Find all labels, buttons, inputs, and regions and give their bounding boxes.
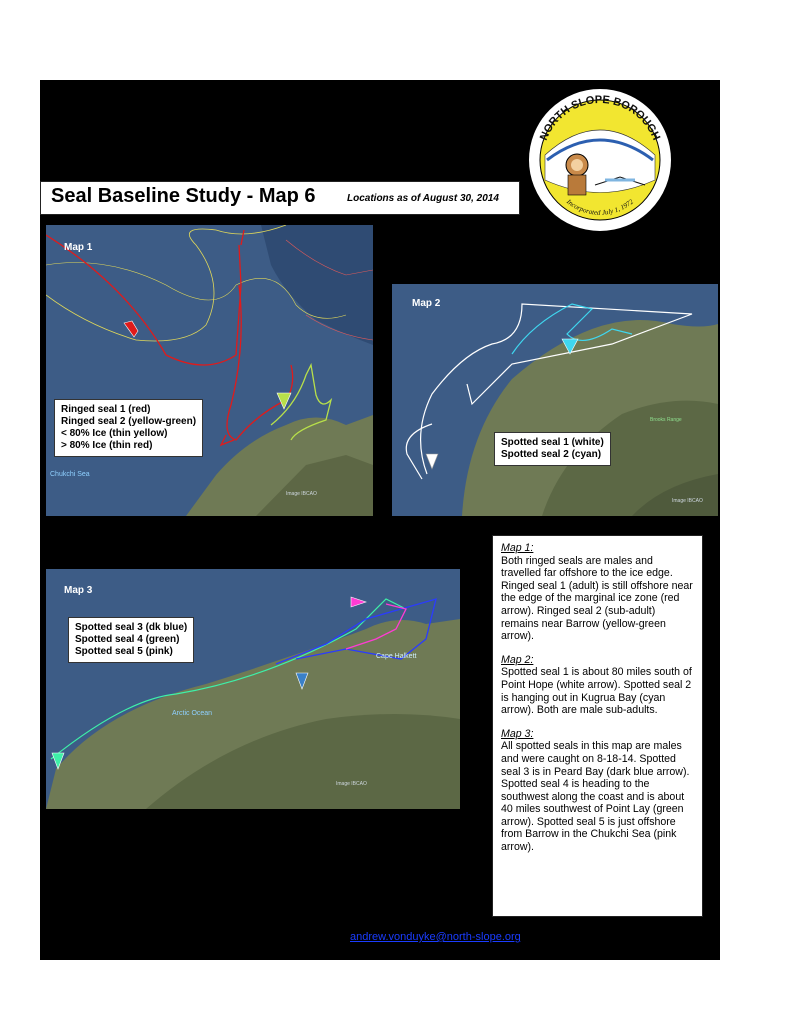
- map-3-credit: Image IBCAO: [336, 781, 367, 787]
- map-2: [392, 284, 718, 516]
- date-subtitle: Locations as of August 30, 2014: [347, 193, 499, 204]
- page-title: Seal Baseline Study - Map 6: [51, 185, 316, 207]
- legend-item: Spotted seal 2 (cyan): [501, 449, 602, 460]
- map-2-notes-heading: Map 2:: [501, 653, 534, 666]
- logo-motto: Incorporated July 1, 1972: [565, 197, 635, 217]
- map-2-legend: [494, 432, 611, 466]
- map-1-place-label: Chukchi Sea: [50, 471, 90, 478]
- contact-email-link[interactable]: andrew.vonduyke@north-slope.org: [350, 931, 521, 943]
- map-3-notes-heading: Map 3:: [501, 727, 534, 740]
- map-3-label: Map 3: [64, 585, 93, 596]
- legend-item: Spotted seal 5 (pink): [75, 646, 173, 657]
- map-2-image: [392, 284, 718, 516]
- logo-name: NORTH SLOPE BOROUGH: [537, 93, 663, 143]
- map-1-image: [46, 225, 373, 516]
- legend-item: > 80% Ice (thin red): [61, 440, 153, 451]
- legend-item: < 80% Ice (thin yellow): [61, 428, 168, 439]
- map-1-notes-heading: Map 1:: [501, 542, 534, 554]
- map-1-notes-text: Both ringed seals are males and travelled far offshore to the ice edge. Ringed seal 1 (adult) is still offshore near the edge of the marginal ice zone (red arrow). Ringed seal 2 (sub-adult) remains near Barrow (yellow-green arrow).: [501, 554, 693, 643]
- map-3-place-label-2: Cape Halkett: [376, 653, 417, 660]
- legend-item: Ringed seal 1 (red): [61, 404, 151, 415]
- svg-text:Incorporated July 1, 1972: [564, 197, 635, 217]
- legend-item: Spotted seal 3 (dk blue): [75, 622, 188, 633]
- title-banner: [40, 181, 520, 215]
- map-2-label: Map 2: [412, 298, 441, 309]
- map-1-credit: Image IBCAO: [286, 491, 317, 497]
- svg-text:NORTH SLOPE BOROUGH: [538, 94, 662, 142]
- map-2-credit: Image IBCAO: [672, 498, 703, 504]
- notes-panel: [492, 535, 703, 917]
- legend-item: Spotted seal 1 (white): [501, 437, 604, 448]
- map-2-notes-text: Spotted seal 1 is about 80 miles south of Point Hope (white arrow). Spotted seal 2 is hanging out in Kugrua Bay (cyan arrow). Both are male sub-adults.: [501, 666, 692, 717]
- map-3-notes-text: All spotted seals in this map are males and were caught on 8-18-14. Spotted seal 3 is in Peard Bay (dark blue arrow). Spotted seal 4 is heading to the southwest along the coast and is about 40 miles southwest of Point Lay (green arrow). Spotted seal 5 is just offshore from Barrow in the Chukchi Sea (pink arrow).: [501, 740, 690, 854]
- north-slope-borough-logo: [525, 85, 675, 235]
- legend-item: Spotted seal 4 (green): [75, 634, 180, 645]
- map-1-label: Map 1: [64, 242, 93, 253]
- legend-item: Ringed seal 2 (yellow-green): [61, 416, 197, 427]
- map-3-place-label-1: Arctic Ocean: [172, 710, 213, 717]
- map-3: [46, 569, 460, 809]
- map-3-legend: [68, 617, 194, 663]
- map-1: [46, 225, 373, 516]
- map-1-legend: [54, 399, 203, 457]
- map-2-place-label: Brooks Range: [650, 417, 682, 423]
- map-3-image: [46, 569, 460, 809]
